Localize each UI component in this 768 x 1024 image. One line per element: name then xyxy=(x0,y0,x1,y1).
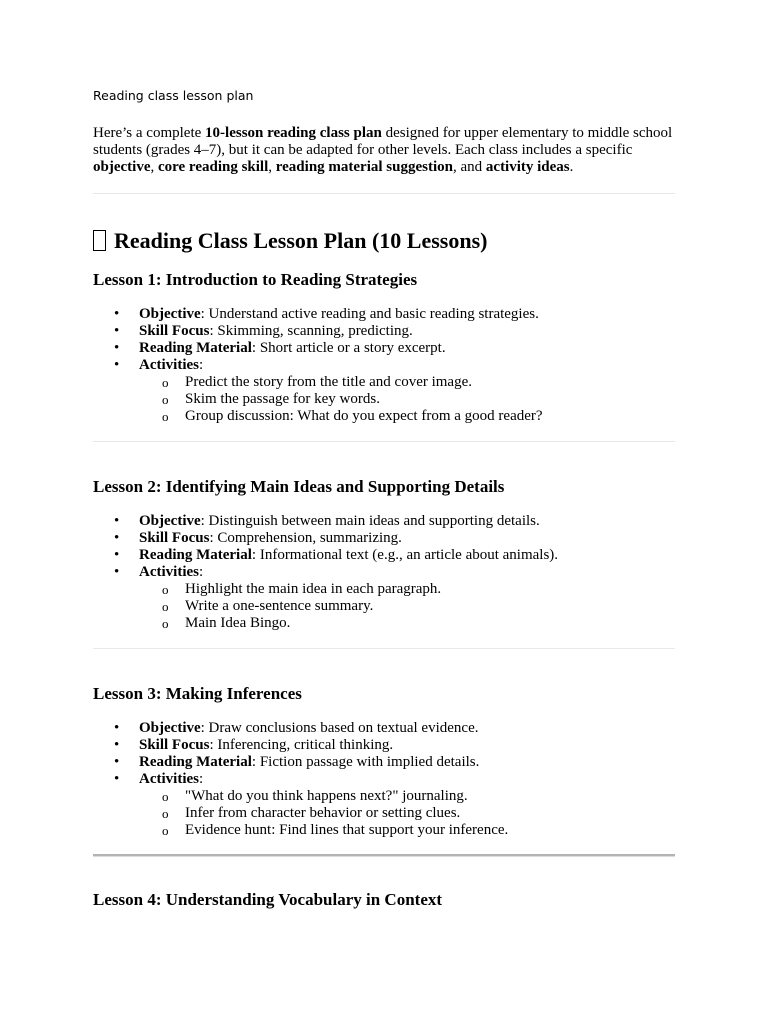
activities-list xyxy=(139,581,675,632)
list-item xyxy=(93,530,675,547)
sub-list-item: o Write a one-sentence summary. xyxy=(139,598,675,615)
list-item xyxy=(93,323,675,340)
sub-list-item: o Main Idea Bingo. xyxy=(139,615,675,632)
list-item xyxy=(93,306,675,323)
intro-bold-plan: 10-lesson reading class plan xyxy=(205,125,382,141)
lesson-3 xyxy=(93,684,675,839)
main-heading-text: Reading Class Lesson Plan (10 Lessons) xyxy=(114,228,488,253)
activities-list xyxy=(139,374,675,425)
item-text: : Informational text (e.g., an article about animals). xyxy=(251,547,559,563)
intro-text: , and xyxy=(452,159,486,175)
lesson-details-list xyxy=(93,513,675,632)
item-text: : Fiction passage with implied details. xyxy=(251,754,480,770)
sub-list-item: o Skim the passage for key words. xyxy=(139,391,675,408)
lesson-2 xyxy=(93,477,675,632)
item-label: Objective xyxy=(139,720,201,736)
item-text: : xyxy=(198,564,204,580)
item-text: : xyxy=(198,357,204,373)
activities-list xyxy=(139,788,675,839)
intro-text: designed for upper elementary to middle school students (grades 4–7), but it can be adapted for other levels. Each class includes a specific xyxy=(93,125,673,158)
divider-thick xyxy=(93,854,675,857)
intro-text: , xyxy=(268,159,276,175)
divider xyxy=(93,193,675,194)
item-text: : Comprehension, summarizing. xyxy=(209,530,402,546)
item-text: : xyxy=(198,771,204,787)
list-item xyxy=(93,340,675,357)
divider xyxy=(93,441,675,442)
list-item xyxy=(93,754,675,771)
document-title: Reading class lesson plan xyxy=(93,88,254,103)
missing-glyph-icon xyxy=(93,230,106,251)
list-item xyxy=(93,547,675,564)
item-label: Activities xyxy=(139,564,199,580)
item-label: Activities xyxy=(139,771,199,787)
item-label: Objective xyxy=(139,306,201,322)
list-item xyxy=(93,771,675,839)
item-text: : Draw conclusions based on textual evidence. xyxy=(200,720,479,736)
item-label: Skill Focus xyxy=(139,530,210,546)
intro-text: , xyxy=(150,159,158,175)
sub-list-item: o "What do you think happens next?" journaling. xyxy=(139,788,675,805)
item-text: : Skimming, scanning, predicting. xyxy=(209,323,413,339)
item-label: Reading Material xyxy=(139,547,252,563)
lesson-title: Lesson 1: Introduction to Reading Strategies xyxy=(93,270,418,289)
item-label: Skill Focus xyxy=(139,737,210,753)
list-item xyxy=(93,737,675,754)
intro-bold-material: reading material suggestion xyxy=(275,159,453,175)
item-text: : Distinguish between main ideas and supporting details. xyxy=(200,513,540,529)
intro-bold-skill: core reading skill xyxy=(157,159,269,175)
divider xyxy=(93,648,675,649)
lesson-title: Lesson 3: Making Inferences xyxy=(93,684,302,703)
item-label: Objective xyxy=(139,513,201,529)
list-item xyxy=(93,720,675,737)
item-label: Activities xyxy=(139,357,199,373)
main-heading xyxy=(93,228,487,254)
intro-text: . xyxy=(569,159,574,175)
intro-bold-objective: objective xyxy=(93,159,151,175)
list-item xyxy=(93,513,675,530)
lesson-title: Lesson 2: Identifying Main Ideas and Supporting Details xyxy=(93,477,505,496)
item-text: : Understand active reading and basic reading strategies. xyxy=(200,306,539,322)
lesson-1 xyxy=(93,270,675,425)
item-label: Reading Material xyxy=(139,754,252,770)
intro-paragraph xyxy=(93,125,675,176)
list-item xyxy=(93,357,675,425)
sub-list-item: o Infer from character behavior or setting clues. xyxy=(139,805,675,822)
item-text: : Short article or a story excerpt. xyxy=(251,340,446,356)
sub-list-item: o Highlight the main idea in each paragraph. xyxy=(139,581,675,598)
sub-list-item: o Evidence hunt: Find lines that support your inference. xyxy=(139,822,675,839)
list-item xyxy=(93,564,675,632)
lesson-4 xyxy=(93,890,675,910)
sub-list-item: o Group discussion: What do you expect from a good reader? xyxy=(139,408,675,425)
item-label: Reading Material xyxy=(139,340,252,356)
intro-bold-activities: activity ideas xyxy=(485,159,570,175)
intro-text: Here’s a complete xyxy=(93,125,206,141)
lesson-title: Lesson 4: Understanding Vocabulary in Context xyxy=(93,890,443,909)
item-text: : Inferencing, critical thinking. xyxy=(209,737,394,753)
sub-list-item: o Predict the story from the title and cover image. xyxy=(139,374,675,391)
lesson-details-list xyxy=(93,720,675,839)
item-label: Skill Focus xyxy=(139,323,210,339)
lesson-details-list xyxy=(93,306,675,425)
